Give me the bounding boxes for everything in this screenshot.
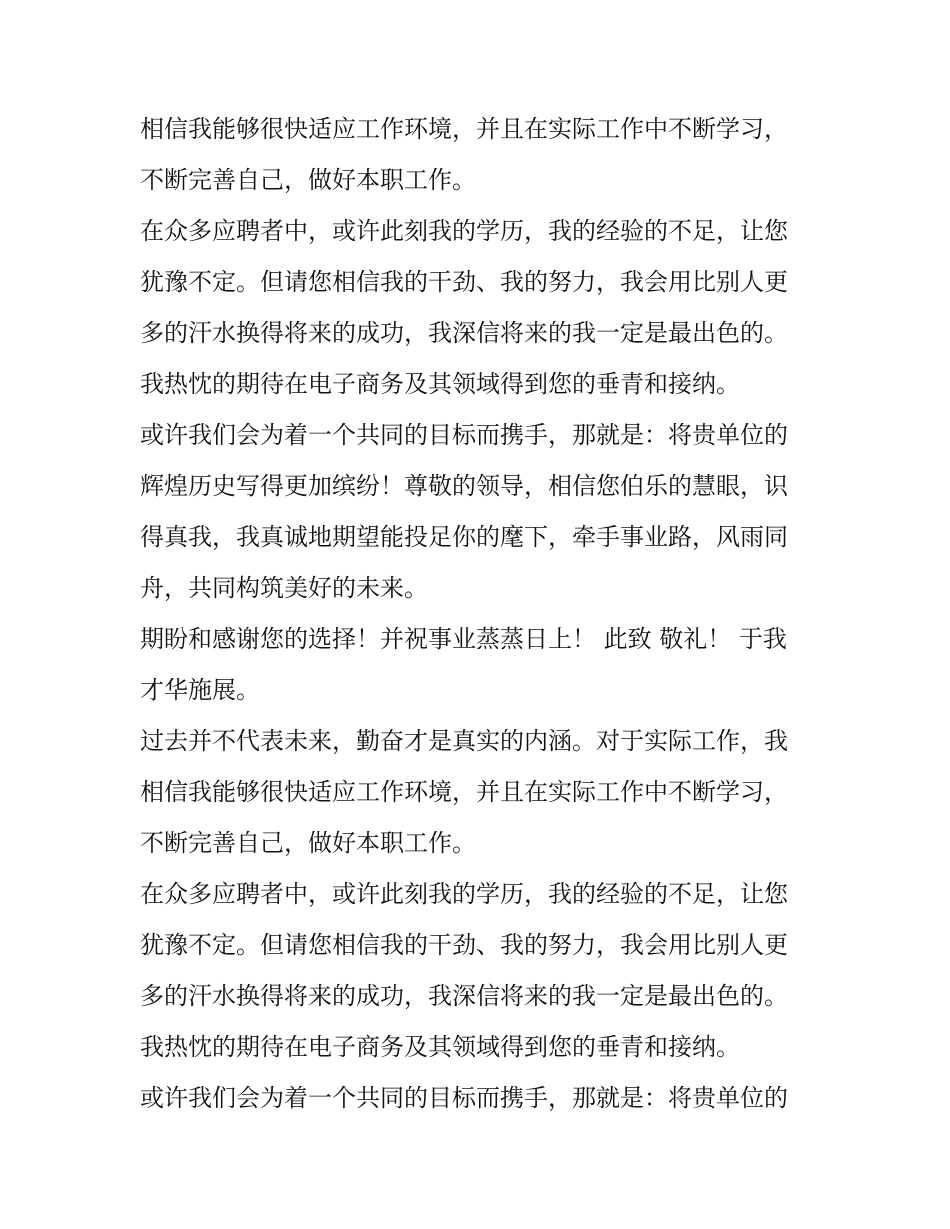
- text-line: 犹豫不定。但请您相信我的干劲、我的努力，我会用比别人更: [140, 931, 788, 959]
- text-line: 过去并不代表未来，勤奋才是真实的内涵。对于实际工作，我: [140, 727, 788, 755]
- text-line: 舟，共同构筑美好的未来。: [140, 574, 428, 602]
- text-line: 辉煌历史写得更加缤纷！尊敬的领导，相信您伯乐的慧眼，识: [140, 472, 788, 500]
- text-line: 犹豫不定。但请您相信我的干劲、我的努力，我会用比别人更: [140, 268, 788, 296]
- text-line: 我热忱的期待在电子商务及其领域得到您的垂青和接纳。: [140, 370, 740, 398]
- text-line: 多的汗水换得将来的成功，我深信将来的我一定是最出色的。: [140, 319, 788, 347]
- text-line: 才华施展。: [140, 676, 260, 704]
- text-line: 我热忱的期待在电子商务及其领域得到您的垂青和接纳。: [140, 1033, 740, 1061]
- text-line: 或许我们会为着一个共同的目标而携手，那就是：将贵单位的: [140, 1084, 788, 1112]
- text-line: 相信我能够很快适应工作环境，并且在实际工作中不断学习，: [140, 778, 788, 806]
- text-line: 不断完善自己，做好本职工作。: [140, 829, 476, 857]
- document-body: [140, 104, 820, 1124]
- text-line: 多的汗水换得将来的成功，我深信将来的我一定是最出色的。: [140, 982, 788, 1010]
- text-line: 或许我们会为着一个共同的目标而携手，那就是：将贵单位的: [140, 421, 788, 449]
- text-line: 期盼和感谢您的选择！并祝事业蒸蒸日上！ 此致 敬礼！ 于我: [140, 625, 787, 653]
- text-line: 在众多应聘者中，或许此刻我的学历，我的经验的不足，让您: [140, 217, 788, 245]
- text-line: 在众多应聘者中，或许此刻我的学历，我的经验的不足，让您: [140, 880, 788, 908]
- text-line: 得真我，我真诚地期望能投足你的麾下，牵手事业路，风雨同: [140, 523, 788, 551]
- text-line: 相信我能够很快适应工作环境，并且在实际工作中不断学习，: [140, 115, 788, 143]
- text-line: 不断完善自己，做好本职工作。: [140, 166, 476, 194]
